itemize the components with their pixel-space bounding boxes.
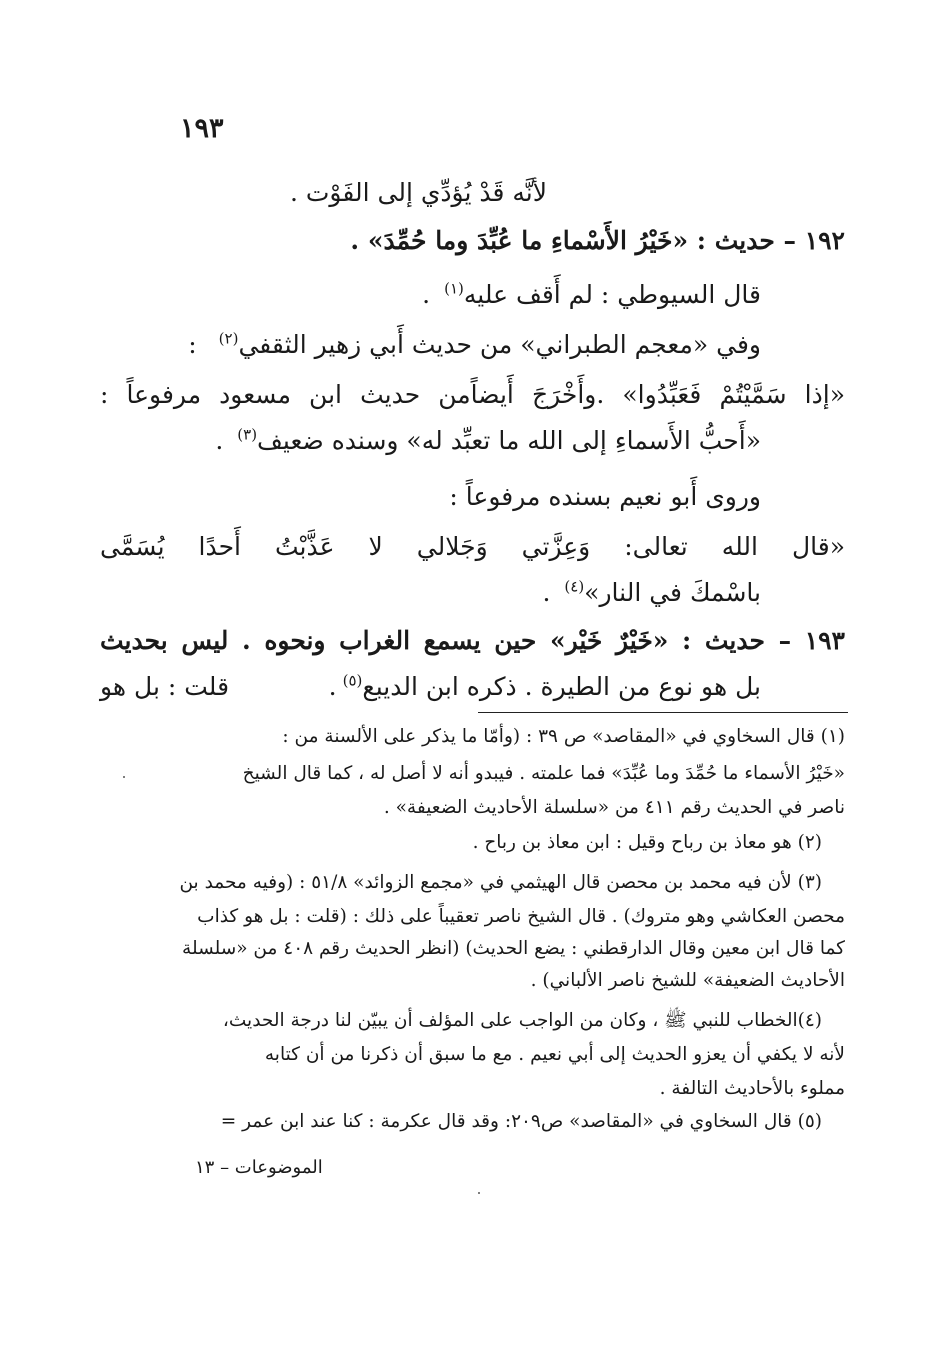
main-line-5: «إذا سَمَّيْتُمْ فَعَبِّدُوا» .وأَخْرَجَ أَيضاًمن حديث ابن مسعود مرفوعاً :	[100, 380, 845, 409]
hadith-192-text: ١٩٢ – حديث : «خَيْرُ الأَسْماءِ ما عُبِّدَ وما حُمِّدَ» .	[350, 226, 845, 255]
trail-period-3: .	[542, 578, 551, 607]
qultu-text: قلت : بل هو	[100, 672, 230, 701]
footnote-3-line-4: الأحاديث الضعيفة» للشيخ ناصر الألباني) .	[530, 970, 845, 991]
page-footer: الموضوعات – ١٣	[195, 1157, 323, 1178]
footnote-5: (٥) قال السخاوي في «المقاصد» ص٢٠٩: وقد قال عكرمة : كنا عند ابن عمر =	[220, 1111, 822, 1132]
footnote-4-line-2: لأنه لا يكفي أن يعزو الحديث إلى أبي نعيم . مع ما سبق أن ذكرنا من أن كتابه	[264, 1044, 845, 1065]
page-number: ١٩٣	[180, 113, 224, 144]
footnote-1-line-2: «خَيْرُ الأسماء ما حُمِّدَ وما عُبِّدَ» فما علمته . فيبدو أنه لا أصل له ، كما قال الشيخ	[242, 763, 845, 784]
footnote-3-line-3: كما قال ابن معين وقال الدارقطني : يضع الحديث) (انظر الحديث رقم ٤٠٨ من «سلسلة	[182, 938, 845, 959]
main-line-4	[188, 329, 761, 359]
footnote-4-line-3: مملوء بالأحاديث التالفة .	[659, 1078, 845, 1099]
tiyara-text: بل هو نوع من الطيرة . ذكره ابن الديبع	[362, 672, 761, 701]
footnote-3-line-2: محصن العكاشي وهو متروك) . قال الشيخ ناصر تعقيباً على ذلك : (قلت : بل هو كذاب	[197, 906, 845, 927]
footnote-1-line-1: (١) قال السخاوي في «المقاصد» ص ٣٩ : (وأمّا ما يذكر على الألسنة من :	[282, 726, 845, 747]
trail-period-4: .	[328, 672, 337, 701]
hadith-193-text: ١٩٣ – حديث : «خَيْرٌ خَيْر» حين يسمع الغراب ونحوه . ليس بحديث	[100, 626, 845, 655]
hadith-193-heading	[100, 628, 845, 653]
main-line-11	[100, 671, 761, 701]
main-line-1: لأنَّه قَدْ يُؤدِّي إلى الفَوْت .	[289, 178, 547, 207]
trail-colon-1: :	[188, 330, 197, 359]
scan-speck	[123, 776, 125, 778]
main-line-8: «قال الله تعالى: وَعِزَّتي وَجَلالي لا عَذَّبْتُ أَحدًا يُسَمَّى	[100, 532, 845, 561]
ref-2: (٢)	[218, 329, 239, 348]
main-line-7: وروى أَبو نعيم بسنده مرفوعاً :	[449, 482, 761, 511]
main-line-6	[215, 425, 761, 455]
footnote-1-line-3: ناصر في الحديث رقم ٤١١ من «سلسلة الأحاديث الضعيفة» .	[383, 797, 845, 818]
ref-5: (٥)	[342, 671, 363, 690]
tabarani-text: وفي «معجم الطبراني» من حديث أَبي زهير الثقفي	[238, 330, 761, 359]
scan-speck	[478, 1192, 480, 1194]
ref-3: (٣)	[237, 425, 258, 444]
footnote-divider	[478, 712, 848, 713]
ibn-masud-text: «أَحبُّ الأَسماءِ إلى الله ما تعبِّد له» وسنده ضعيف	[257, 426, 761, 455]
footnote-2: (٢) هو معاذ بن رباح وقيل : ابن معاذ بن رباح .	[472, 832, 822, 853]
trail-period-1: .	[422, 280, 431, 309]
footnote-4-line-1: (٤)الخطاب للنبي ﷺ ، وكان من الواجب على المؤلف أن يبيّن لنا درجة الحديث،	[222, 1010, 822, 1031]
footnote-3-line-1: (٣) لأن فيه محمد بن محصن قال الهيثمي في «مجمع الزوائد» ٥١/٨ : (وفيه محمد بن	[179, 872, 822, 893]
trail-period-2: .	[215, 426, 224, 455]
ref-4: (٤)	[564, 577, 585, 596]
hadith-192-heading	[350, 228, 845, 253]
suyuti-text: قال السيوطي : لم أَقف عليه	[463, 280, 761, 309]
main-line-9	[542, 577, 761, 607]
main-line-3	[422, 279, 761, 309]
ref-1: (١)	[444, 279, 464, 298]
fire-text: باسْمكَ في النار»	[584, 578, 761, 607]
